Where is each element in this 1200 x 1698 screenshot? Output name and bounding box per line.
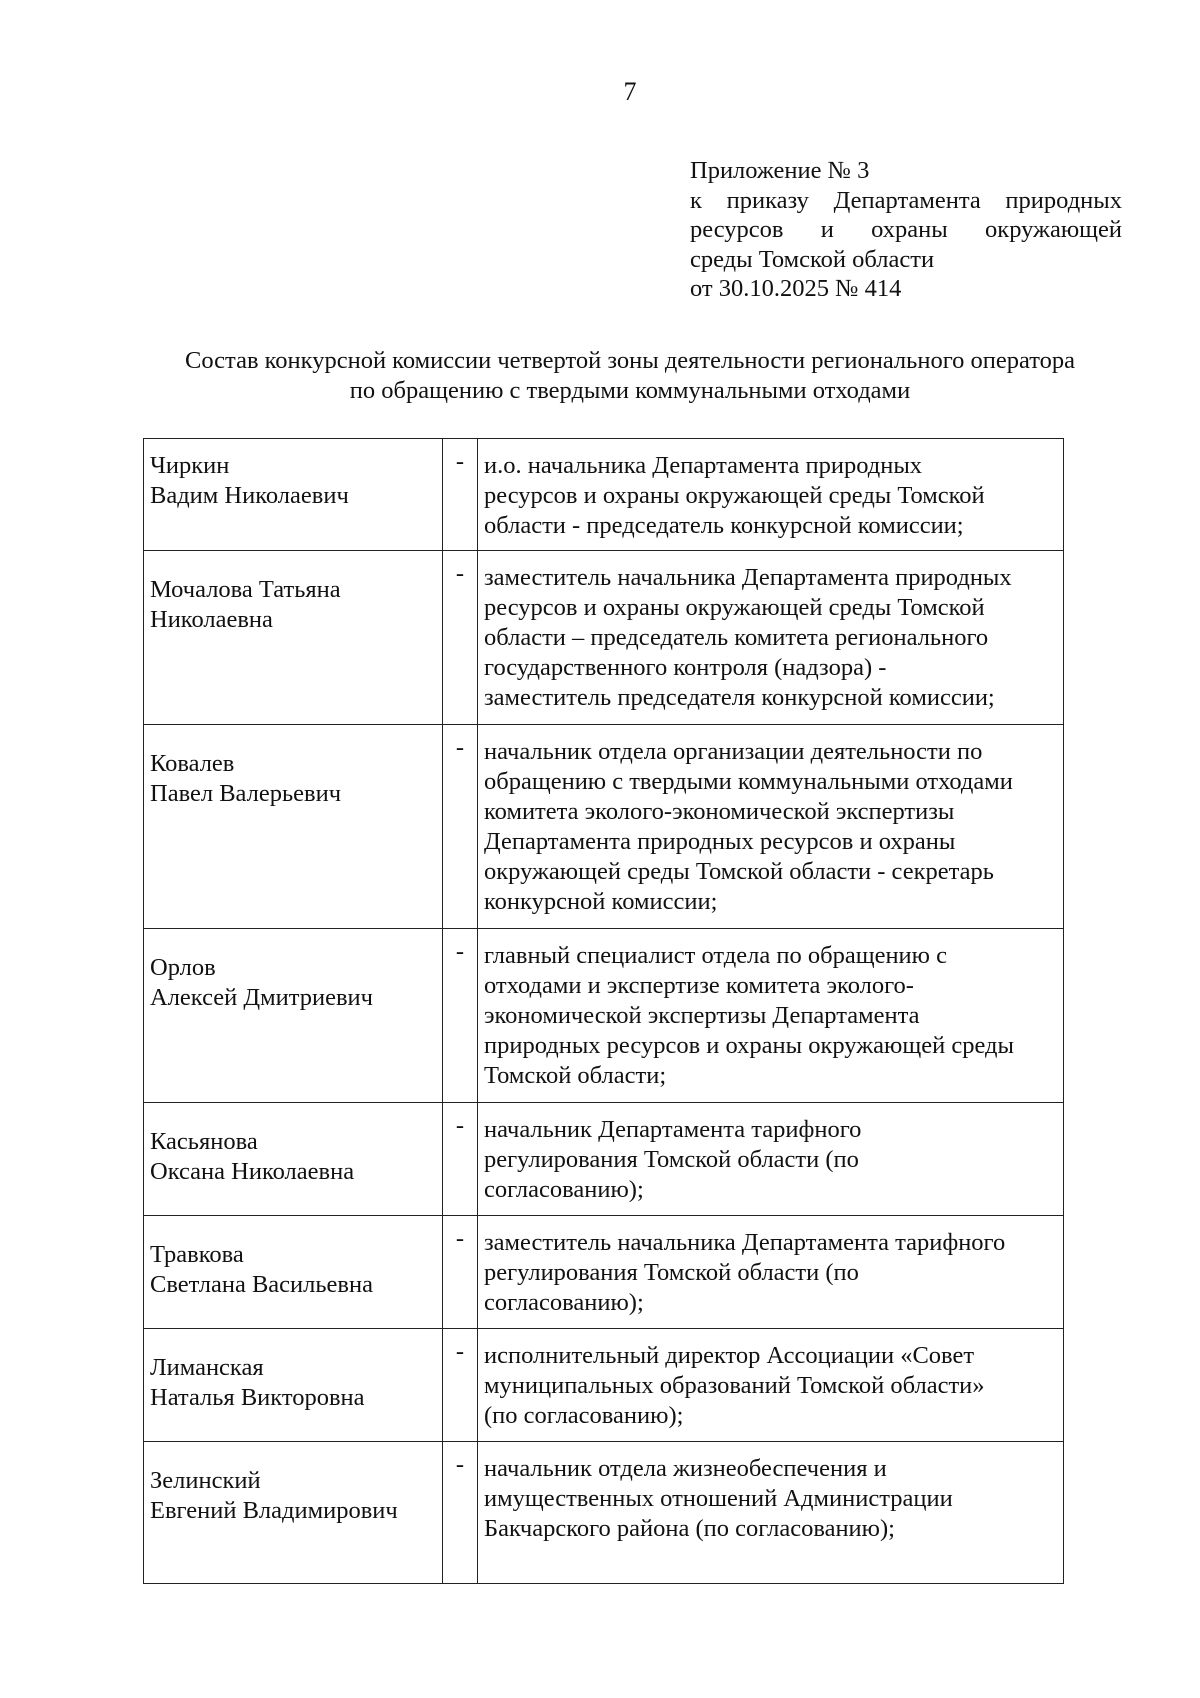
- appendix-header: [690, 156, 1122, 304]
- member-role-cell: [478, 551, 1064, 725]
- member-role-line: начальник отдела организации деятельности по: [484, 738, 983, 765]
- member-role-line: природных ресурсов и охраны окружающей среды: [484, 1032, 1014, 1059]
- member-role-line: государственного контроля (надзора) -: [484, 654, 887, 681]
- dash-cell: [443, 929, 478, 1103]
- member-role-cell: [478, 725, 1064, 929]
- table-row: [144, 439, 1064, 551]
- member-role-line: Бакчарского района (по согласованию);: [484, 1515, 895, 1542]
- dash: -: [455, 1225, 465, 1252]
- title-line: по обращению с твердыми коммунальными отходами: [349, 377, 911, 404]
- member-role-cell: [478, 1442, 1064, 1584]
- member-name-cell: [144, 1329, 443, 1442]
- dash-cell: [443, 439, 478, 551]
- member-role-line: комитета эколого-экономической экспертизы: [484, 798, 955, 825]
- member-name-cell: [144, 439, 443, 551]
- member-role-cell: [478, 1103, 1064, 1216]
- dash: -: [455, 1112, 465, 1139]
- member-role-line: (по согласованию);: [484, 1402, 684, 1429]
- dash-cell: [443, 1216, 478, 1329]
- member-role-line: конкурсной комиссии;: [484, 888, 718, 915]
- member-role-cell: [478, 929, 1064, 1103]
- member-role-line: экономической экспертизы Департамента: [484, 1002, 920, 1029]
- member-name-line: Травкова: [150, 1241, 244, 1268]
- member-name-line: Чиркин: [150, 452, 230, 479]
- dash-cell: [443, 1103, 478, 1216]
- member-name-line: Оксана Николаевна: [150, 1158, 355, 1185]
- dash: -: [455, 938, 465, 965]
- member-name-line: Касьянова: [150, 1128, 258, 1155]
- member-name-line: Павел Валерьевич: [150, 780, 342, 807]
- member-name-line: Лиманская: [150, 1354, 264, 1381]
- dash-cell: [443, 1329, 478, 1442]
- member-role-line: заместитель начальника Департамента природных: [484, 564, 1012, 591]
- member-name-cell: [144, 1216, 443, 1329]
- member-role-line: исполнительный директор Ассоциации «Совет: [484, 1342, 975, 1369]
- table-row: [144, 1216, 1064, 1329]
- member-name-line: Мочалова Татьяна: [150, 576, 341, 603]
- dash: -: [455, 1451, 465, 1478]
- table-row: [144, 1103, 1064, 1216]
- member-name-line: Зелинский: [150, 1467, 261, 1494]
- appendix-line: среды Томской области: [690, 245, 935, 273]
- member-name-line: Ковалев: [150, 750, 235, 777]
- member-role-cell: [478, 439, 1064, 551]
- dash: -: [455, 734, 465, 761]
- member-role-line: ресурсов и охраны окружающей среды Томской: [484, 594, 985, 621]
- member-name-cell: [144, 929, 443, 1103]
- dash: -: [455, 448, 465, 475]
- member-role-line: начальник Департамента тарифного: [484, 1116, 862, 1143]
- table-row: [144, 725, 1064, 929]
- member-name-line: Алексей Дмитриевич: [150, 984, 373, 1011]
- member-role-line: Департамента природных ресурсов и охраны: [484, 828, 956, 855]
- commission-members-table: [143, 438, 1064, 1584]
- member-name-line: Орлов: [150, 954, 216, 981]
- member-role-line: Томской области;: [484, 1062, 667, 1089]
- document-title: [130, 346, 1130, 406]
- member-name-line: Николаевна: [150, 606, 273, 633]
- member-role-line: начальник отдела жизнеобеспечения и: [484, 1455, 887, 1482]
- table-row: [144, 1442, 1064, 1584]
- member-role-line: регулирования Томской области (по: [484, 1259, 859, 1286]
- member-name-cell: [144, 551, 443, 725]
- member-role-line: ресурсов и охраны окружающей среды Томской: [484, 482, 985, 509]
- member-role-line: муниципальных образований Томской области»: [484, 1372, 985, 1399]
- member-role-line: обращению с твердыми коммунальными отходами: [484, 768, 1013, 795]
- member-role-line: главный специалист отдела по обращению с: [484, 942, 947, 969]
- member-role-line: и.о. начальника Департамента природных: [484, 452, 923, 479]
- appendix-line: ресурсов и охраны окружающей: [690, 216, 1122, 243]
- member-name-cell: [144, 725, 443, 929]
- page-number: 7: [623, 77, 637, 106]
- table-row: [144, 929, 1064, 1103]
- member-name-cell: [144, 1103, 443, 1216]
- member-role-line: согласованию);: [484, 1176, 644, 1203]
- member-role-cell: [478, 1216, 1064, 1329]
- member-name-cell: [144, 1442, 443, 1584]
- member-role-line: отходами и экспертизе комитета эколого-: [484, 972, 914, 999]
- member-role-line: заместитель начальника Департамента тарифного: [484, 1229, 1006, 1256]
- member-role-cell: [478, 1329, 1064, 1442]
- member-role-line: согласованию);: [484, 1289, 644, 1316]
- member-name-line: Наталья Викторовна: [150, 1384, 365, 1411]
- dash-cell: [443, 1442, 478, 1584]
- member-role-line: окружающей среды Томской области - секретарь: [484, 858, 994, 885]
- member-role-line: области – председатель комитета регионального: [484, 624, 989, 651]
- appendix-line: Приложение № 3: [690, 157, 870, 184]
- member-name-line: Вадим Николаевич: [150, 482, 349, 509]
- member-name-line: Светлана Васильевна: [150, 1271, 373, 1298]
- dash-cell: [443, 725, 478, 929]
- member-role-line: имущественных отношений Администрации: [484, 1485, 953, 1512]
- member-name-line: Евгений Владимирович: [150, 1497, 398, 1524]
- appendix-line: от 30.10.2025 № 414: [690, 275, 902, 302]
- member-role-line: области - председатель конкурсной комиссии;: [484, 512, 964, 539]
- table-row: [144, 551, 1064, 725]
- member-role-line: регулирования Томской области (по: [484, 1146, 859, 1173]
- dash-cell: [443, 551, 478, 725]
- dash: -: [455, 560, 465, 587]
- title-line: Состав конкурсной комиссии четвертой зоны деятельности регионального оператора: [184, 347, 1075, 374]
- dash: -: [455, 1338, 465, 1365]
- appendix-line: к приказу Департамента природных: [690, 186, 1122, 214]
- table-row: [144, 1329, 1064, 1442]
- member-role-line: заместитель председателя конкурсной комиссии;: [484, 684, 995, 711]
